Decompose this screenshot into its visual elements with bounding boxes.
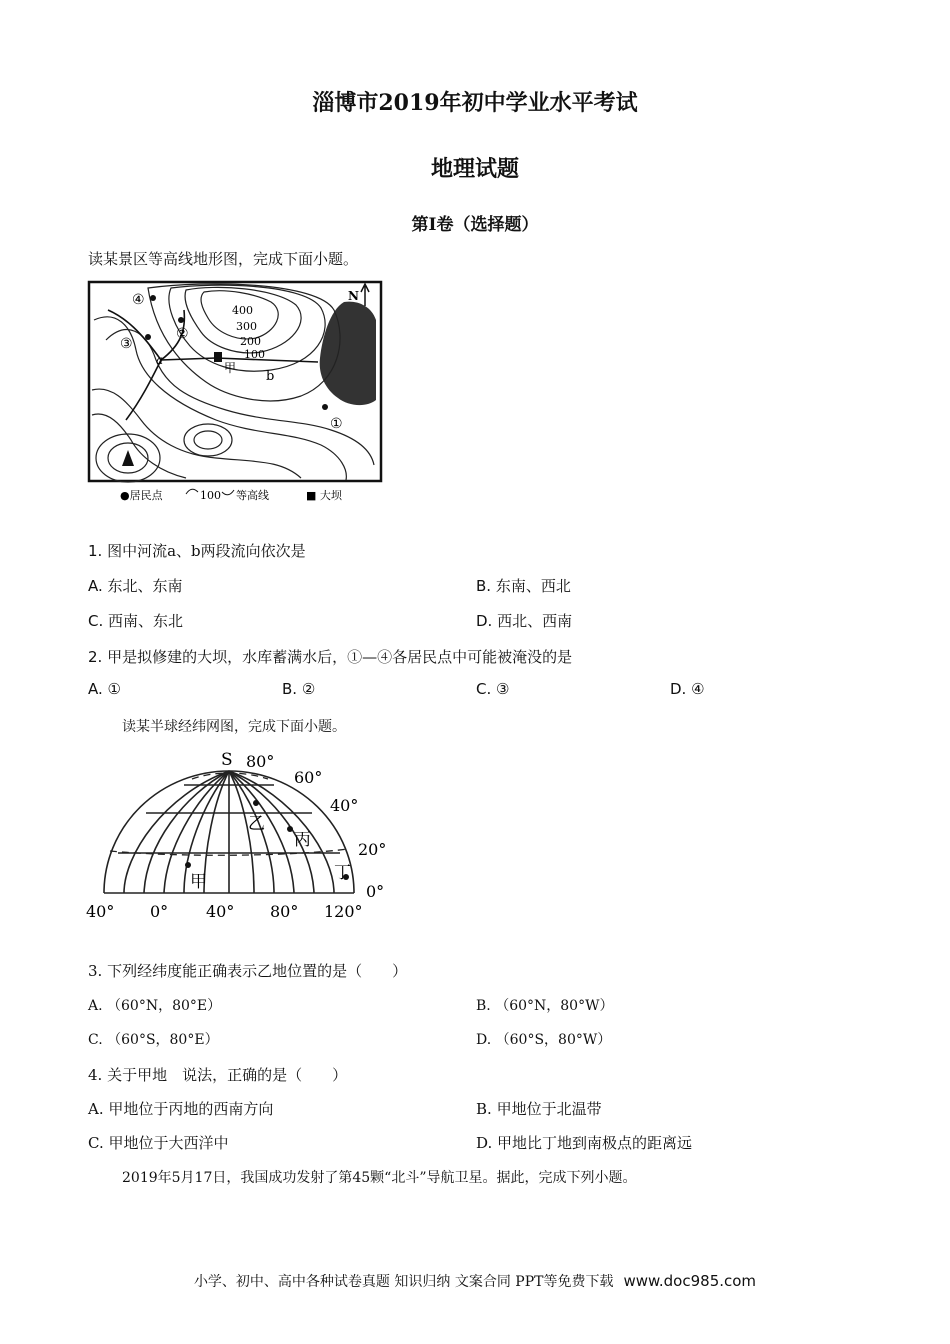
lat-label-80: 80°	[246, 752, 275, 771]
q3-option-b-text: （60°N，80°W）	[495, 998, 614, 1014]
q2-option-c-letter: C.	[476, 680, 492, 698]
lat-label-20: 20°	[358, 840, 387, 859]
question-1-number: 1.	[88, 542, 103, 560]
q4-option-d-text: 甲地比丁地到南极点的距离远	[497, 1134, 693, 1152]
legend-contour-text: 等高线	[236, 489, 269, 502]
q3-option-a-letter: A.	[88, 998, 103, 1014]
dam-marker	[214, 352, 222, 362]
point-ding-label: 丁	[334, 863, 351, 883]
q4-option-b-letter: B.	[476, 1100, 492, 1118]
graticule-figure	[84, 745, 404, 925]
q4-option-a-letter: A.	[88, 1100, 104, 1118]
question-2-number: 2.	[88, 648, 103, 666]
q4-option-c-text: 甲地位于大西洋中	[108, 1134, 229, 1152]
q1-option-c-text: 西南、东北	[108, 612, 184, 630]
q2-option-b-text: ②	[301, 680, 316, 698]
question-2-text: 甲是拟修建的大坝，水库蓄满水后，①—④各居民点中可能被淹没的是	[107, 648, 573, 666]
question-1	[88, 540, 306, 561]
contour-label-300: 300	[236, 320, 257, 333]
north-label: N	[348, 289, 359, 303]
exam-subtitle: 地理试题	[430, 156, 519, 182]
lat-label-40: 40°	[330, 796, 359, 815]
q1-option-b-letter: B.	[476, 577, 492, 595]
q4-option-a-text: 甲地位于丙地的西南方向	[108, 1100, 274, 1118]
contour-label-200: 200	[240, 335, 261, 348]
q1-option-d-letter: D.	[476, 612, 493, 630]
q1-option-a-letter: A.	[88, 577, 103, 595]
q4-option-b[interactable]	[476, 1098, 602, 1119]
pole-label: S	[221, 750, 233, 770]
legend-contour-tail-icon	[222, 490, 234, 495]
footer-site-link[interactable]: www.doc985.com	[623, 1272, 757, 1290]
q4-option-d-letter: D.	[476, 1134, 493, 1152]
q3-option-c-text: （60°S，80°E）	[107, 1032, 219, 1048]
section-heading: 第Ⅰ卷（选择题）	[411, 215, 539, 235]
dam-label: 甲	[224, 361, 237, 375]
q1-option-b-text: 东南、西北	[495, 577, 571, 595]
question-3-number: 3.	[88, 962, 103, 980]
lon-label-80: 80°	[270, 902, 299, 921]
contour-map-figure	[86, 280, 386, 504]
q1-option-b[interactable]	[476, 575, 571, 596]
q2-option-a-letter: A.	[88, 680, 103, 698]
location-dots	[185, 800, 349, 880]
settlement-3-label: ③	[120, 336, 133, 352]
footer-text: 小学、初中、高中各种试卷真题 知识归纳 文案合同 PPT等免费下载	[193, 1274, 614, 1290]
q4-option-c-letter: C.	[88, 1134, 104, 1152]
exam-title: 淄博市2019年初中学业水平考试	[312, 90, 638, 116]
question-4-text: 关于甲地 说法，正确的是（ ）	[107, 1066, 348, 1084]
q2-option-d[interactable]	[670, 680, 705, 698]
q1-option-c-letter: C.	[88, 612, 104, 630]
point-bing-label: 丙	[294, 830, 311, 850]
lon-label-40e: 40°	[206, 902, 235, 921]
q3-option-d-letter: D.	[476, 1032, 492, 1048]
legend-settlement: ●居民点	[120, 489, 163, 502]
question-3-text: 下列经纬度能正确表示乙地位置的是（ ）	[107, 962, 408, 980]
lon-label-0: 0°	[150, 902, 169, 921]
point-yi-label: 乙	[248, 814, 265, 834]
contour-label-400: 400	[232, 304, 253, 317]
settlement-1-label: ①	[330, 416, 343, 432]
q2-option-c-text: ③	[496, 680, 510, 698]
graticule-lines	[104, 771, 354, 893]
river-a-label: a	[156, 353, 164, 367]
q4-option-a[interactable]	[88, 1098, 273, 1119]
intro-beidou: 2019年5月17日，我国成功发射了第45颗“北斗”导航卫星。据此，完成下列小题。	[122, 1170, 637, 1186]
q3-option-c-letter: C.	[88, 1032, 103, 1048]
q2-option-b-letter: B.	[282, 680, 298, 698]
q3-option-a-text: （60°N，80°E）	[107, 998, 222, 1014]
legend-dam: ■ 大坝	[306, 489, 342, 502]
legend-contour-icon	[186, 489, 198, 494]
q2-option-b[interactable]	[282, 680, 315, 698]
q3-option-b[interactable]	[476, 995, 613, 1015]
question-4-number: 4.	[88, 1066, 103, 1084]
q1-option-d[interactable]	[476, 610, 572, 631]
intro-contour-map: 读某景区等高线地形图，完成下面小题。	[88, 250, 359, 268]
q2-option-c[interactable]	[476, 680, 509, 698]
q3-option-b-letter: B.	[476, 998, 491, 1014]
point-jia-label: 甲	[190, 872, 207, 892]
contour-label-100: 100	[244, 348, 265, 361]
question-1-text: 图中河流a、b两段流向依次是	[107, 542, 306, 560]
settlement-2-label: ②	[176, 326, 189, 342]
q4-option-c[interactable]	[88, 1132, 229, 1153]
q2-option-a-text: ①	[107, 680, 121, 698]
lon-label-120: 120°	[324, 902, 363, 921]
question-4	[88, 1064, 347, 1085]
q2-option-d-letter: D.	[670, 680, 687, 698]
q1-option-c[interactable]	[88, 610, 183, 631]
q4-option-d[interactable]	[476, 1132, 692, 1153]
q2-option-a[interactable]	[88, 680, 121, 698]
q1-option-d-text: 西北、西南	[497, 612, 573, 630]
legend-contour-value: 100	[200, 489, 221, 502]
lat-label-60: 60°	[294, 768, 323, 787]
lat-label-0: 0°	[366, 882, 385, 901]
q1-option-a-text: 东北、东南	[107, 577, 183, 595]
question-2	[88, 646, 572, 667]
settlement-4-label: ④	[132, 292, 145, 308]
q4-option-b-text: 甲地位于北温带	[496, 1100, 602, 1118]
q3-option-c[interactable]	[88, 1029, 219, 1049]
question-3	[88, 960, 407, 981]
q3-option-d[interactable]	[476, 1029, 611, 1049]
river-b-label: b	[266, 369, 275, 384]
q2-option-d-text: ④	[691, 680, 705, 698]
lon-label-40w: 40°	[86, 902, 115, 921]
intro-graticule-map: 读某半球经纬网图，完成下面小题。	[122, 719, 346, 735]
q3-option-d-text: （60°S，80°W）	[495, 1032, 612, 1048]
page-footer	[0, 1271, 950, 1291]
q3-option-a[interactable]	[88, 995, 221, 1015]
q1-option-a[interactable]	[88, 575, 183, 596]
